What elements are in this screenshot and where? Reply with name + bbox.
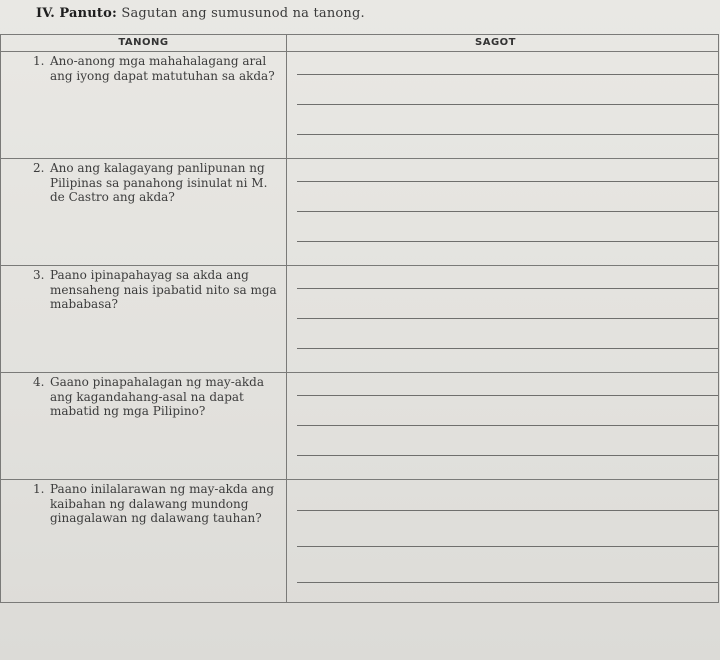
table-row	[1, 52, 719, 159]
answer-column-header: SAGOT	[287, 35, 719, 52]
answer-cell[interactable]	[287, 52, 719, 159]
table-row	[1, 266, 719, 373]
question-cell	[1, 52, 287, 159]
answer-line	[297, 288, 718, 289]
question-cell	[1, 159, 287, 266]
table-row	[1, 373, 719, 480]
question-text: Paano ipinapahayag sa akda ang mensaheng nais ipabatid nito sa mga mababasa?	[50, 268, 277, 311]
answer-line	[297, 211, 718, 212]
question-number: 3.	[33, 268, 45, 282]
answer-cell[interactable]	[287, 480, 719, 603]
answer-line	[297, 395, 718, 396]
answer-cell[interactable]	[287, 159, 719, 266]
answer-line	[297, 510, 718, 511]
table-header-row	[1, 35, 719, 52]
answer-line	[297, 241, 718, 242]
question-number: 1.	[33, 482, 45, 496]
section-number: IV.	[36, 6, 56, 21]
answer-line	[297, 425, 718, 426]
instruction-label: Panuto:	[59, 6, 118, 21]
answer-line	[297, 455, 718, 456]
table-row	[1, 159, 719, 266]
answer-line	[297, 348, 718, 349]
answer-line	[297, 74, 718, 75]
question-number: 1.	[33, 54, 45, 68]
answer-cell[interactable]	[287, 266, 719, 373]
answer-line	[297, 134, 718, 135]
question-text: Paano inilalarawan ng may-akda ang kaibahan ng dalawang mundong ginagalawan ng dalawang tauhan?	[50, 482, 275, 525]
question-text: Ano ang kalagayang panlipunan ng Pilipinas sa panahong isinulat ni M. de Castro ang akda?	[50, 161, 268, 204]
question-cell	[1, 373, 287, 480]
answer-line	[297, 104, 718, 105]
answer-cell[interactable]	[287, 373, 719, 480]
question-cell	[1, 266, 287, 373]
answer-line	[297, 546, 718, 547]
answer-line	[297, 181, 718, 182]
answer-line	[297, 582, 718, 583]
instruction-line	[36, 6, 365, 21]
answer-line	[297, 318, 718, 319]
question-cell	[1, 480, 287, 603]
question-answer-table	[0, 34, 719, 603]
question-column-header: TANONG	[1, 35, 287, 52]
question-text: Gaano pinapahalagan ng may-akda ang kagandahang-asal na dapat mabatid ng mga Pilipino?	[50, 375, 265, 418]
question-text: Ano-anong mga mahahalagang aral ang iyong dapat matutuhan sa akda?	[50, 54, 275, 83]
question-number: 4.	[33, 375, 45, 389]
table-row	[1, 480, 719, 603]
question-number: 2.	[33, 161, 45, 175]
instruction-text: Sagutan ang sumusunod na tanong.	[121, 6, 365, 21]
